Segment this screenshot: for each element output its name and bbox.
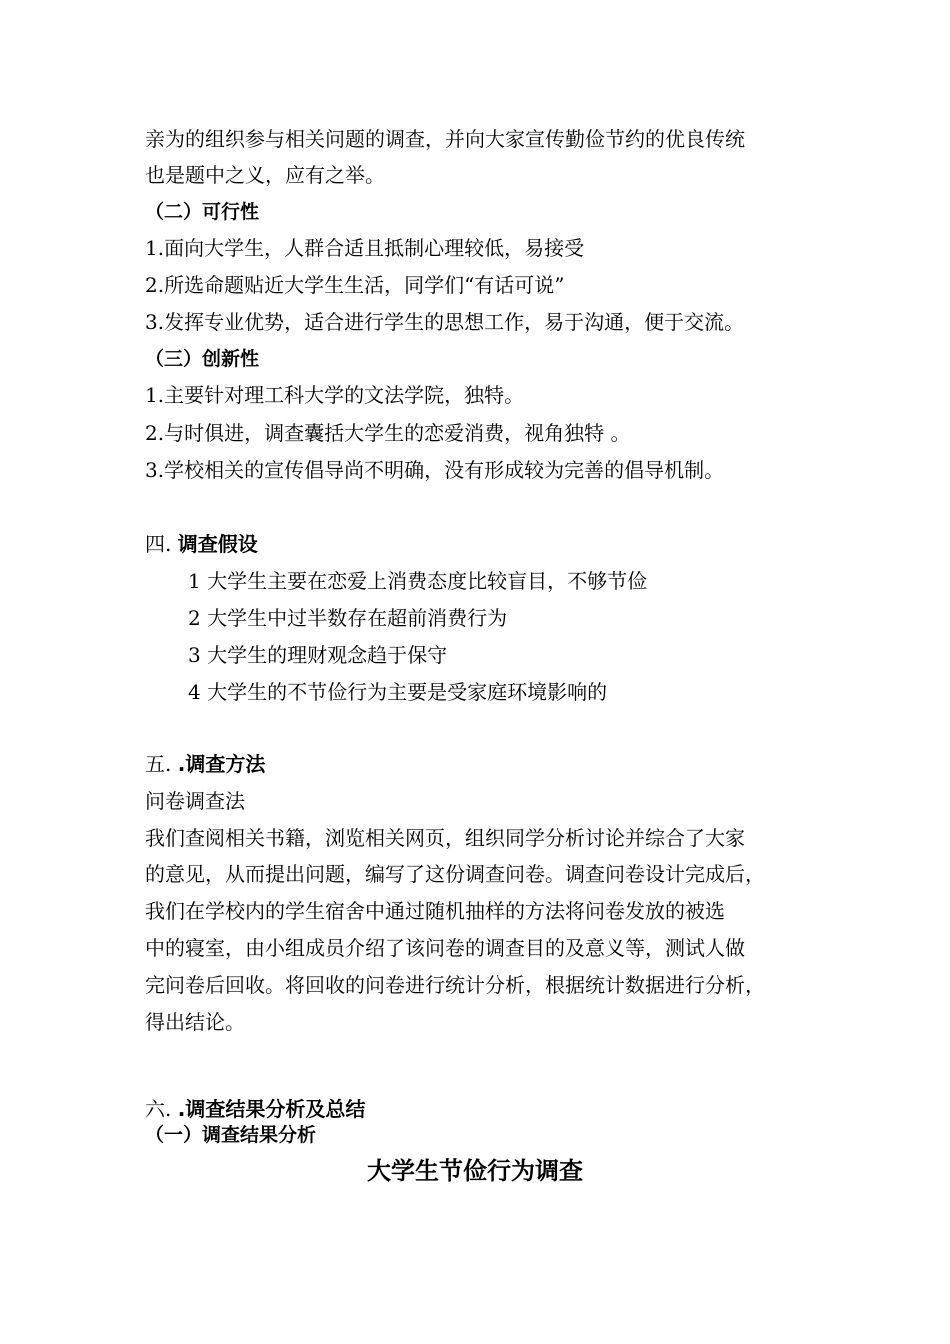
method-paragraph-line: 中的寝室，由小组成员介绍了该问卷的调查目的及意义等，测试人做: [145, 936, 745, 960]
feasibility-heading: （二）可行性: [145, 201, 260, 223]
section-5-number: 五.: [145, 752, 178, 776]
hypothesis-item: 2 大学生中过半数存在超前消费行为: [188, 606, 508, 630]
innovation-item: 2.与时俱进，调查囊括大学生的恋爱消费，视角独特 。: [145, 421, 631, 445]
section-4-number: 四.: [145, 532, 178, 556]
intro-line-1: 亲为的组织参与相关问题的调查，并向大家宣传勤俭节约的优良传统: [145, 127, 745, 151]
intro-line-2: 也是题中之义，应有之举。: [145, 163, 385, 187]
innovation-heading: （三）创新性: [145, 348, 260, 370]
section-6-title: .调查结果分析及总结: [177, 1097, 366, 1121]
section-4-title: 调查假设: [177, 532, 258, 556]
section-6-heading: [145, 1095, 365, 1123]
method-paragraph-line: 得出结论。: [145, 1010, 245, 1034]
method-paragraph-line: 的意见，从而提出问题，编写了这份调查问卷。调查问卷设计完成后，: [145, 862, 765, 886]
survey-title: 大学生节俭行为调查: [367, 1157, 583, 1185]
innovation-item: 3.学校相关的宣传倡导尚不明确，没有形成较为完善的倡导机制。: [145, 458, 725, 482]
method-paragraph-line: 我们在学校内的学生宿舍中通过随机抽样的方法将问卷发放的被选: [145, 899, 725, 923]
hypothesis-item: 4 大学生的不节俭行为主要是受家庭环境影响的: [188, 680, 608, 704]
feasibility-item: 2.所选命题贴近大学生生活，同学们“有话可说”: [145, 273, 565, 297]
innovation-item: 1.主要针对理工科大学的文法学院，独特。: [145, 383, 525, 407]
section-5-heading: [145, 750, 265, 778]
feasibility-item: 1.面向大学生，人群合适且抵制心理较低，易接受: [145, 236, 585, 260]
section-4-heading: [145, 530, 258, 558]
hypothesis-item: 3 大学生的理财观念趋于保守: [188, 643, 448, 667]
hypothesis-item: 1 大学生主要在恋爱上消费态度比较盲目，不够节俭: [188, 569, 648, 593]
method-paragraph-line: 我们查阅相关书籍，浏览相关网页，组织同学分析讨论并综合了大家: [145, 826, 745, 850]
section-5-title: .调查方法: [177, 752, 266, 776]
method-name: 问卷调查法: [145, 789, 245, 813]
section-6-number: 六.: [145, 1097, 178, 1121]
feasibility-item: 3.发挥专业优势，适合进行学生的思想工作，易于沟通，便于交流。: [145, 310, 745, 334]
results-subheading: （一）调查结果分析: [145, 1124, 317, 1146]
method-paragraph-line: 完问卷后回收。将回收的问卷进行统计分析，根据统计数据进行分析，: [145, 973, 765, 997]
